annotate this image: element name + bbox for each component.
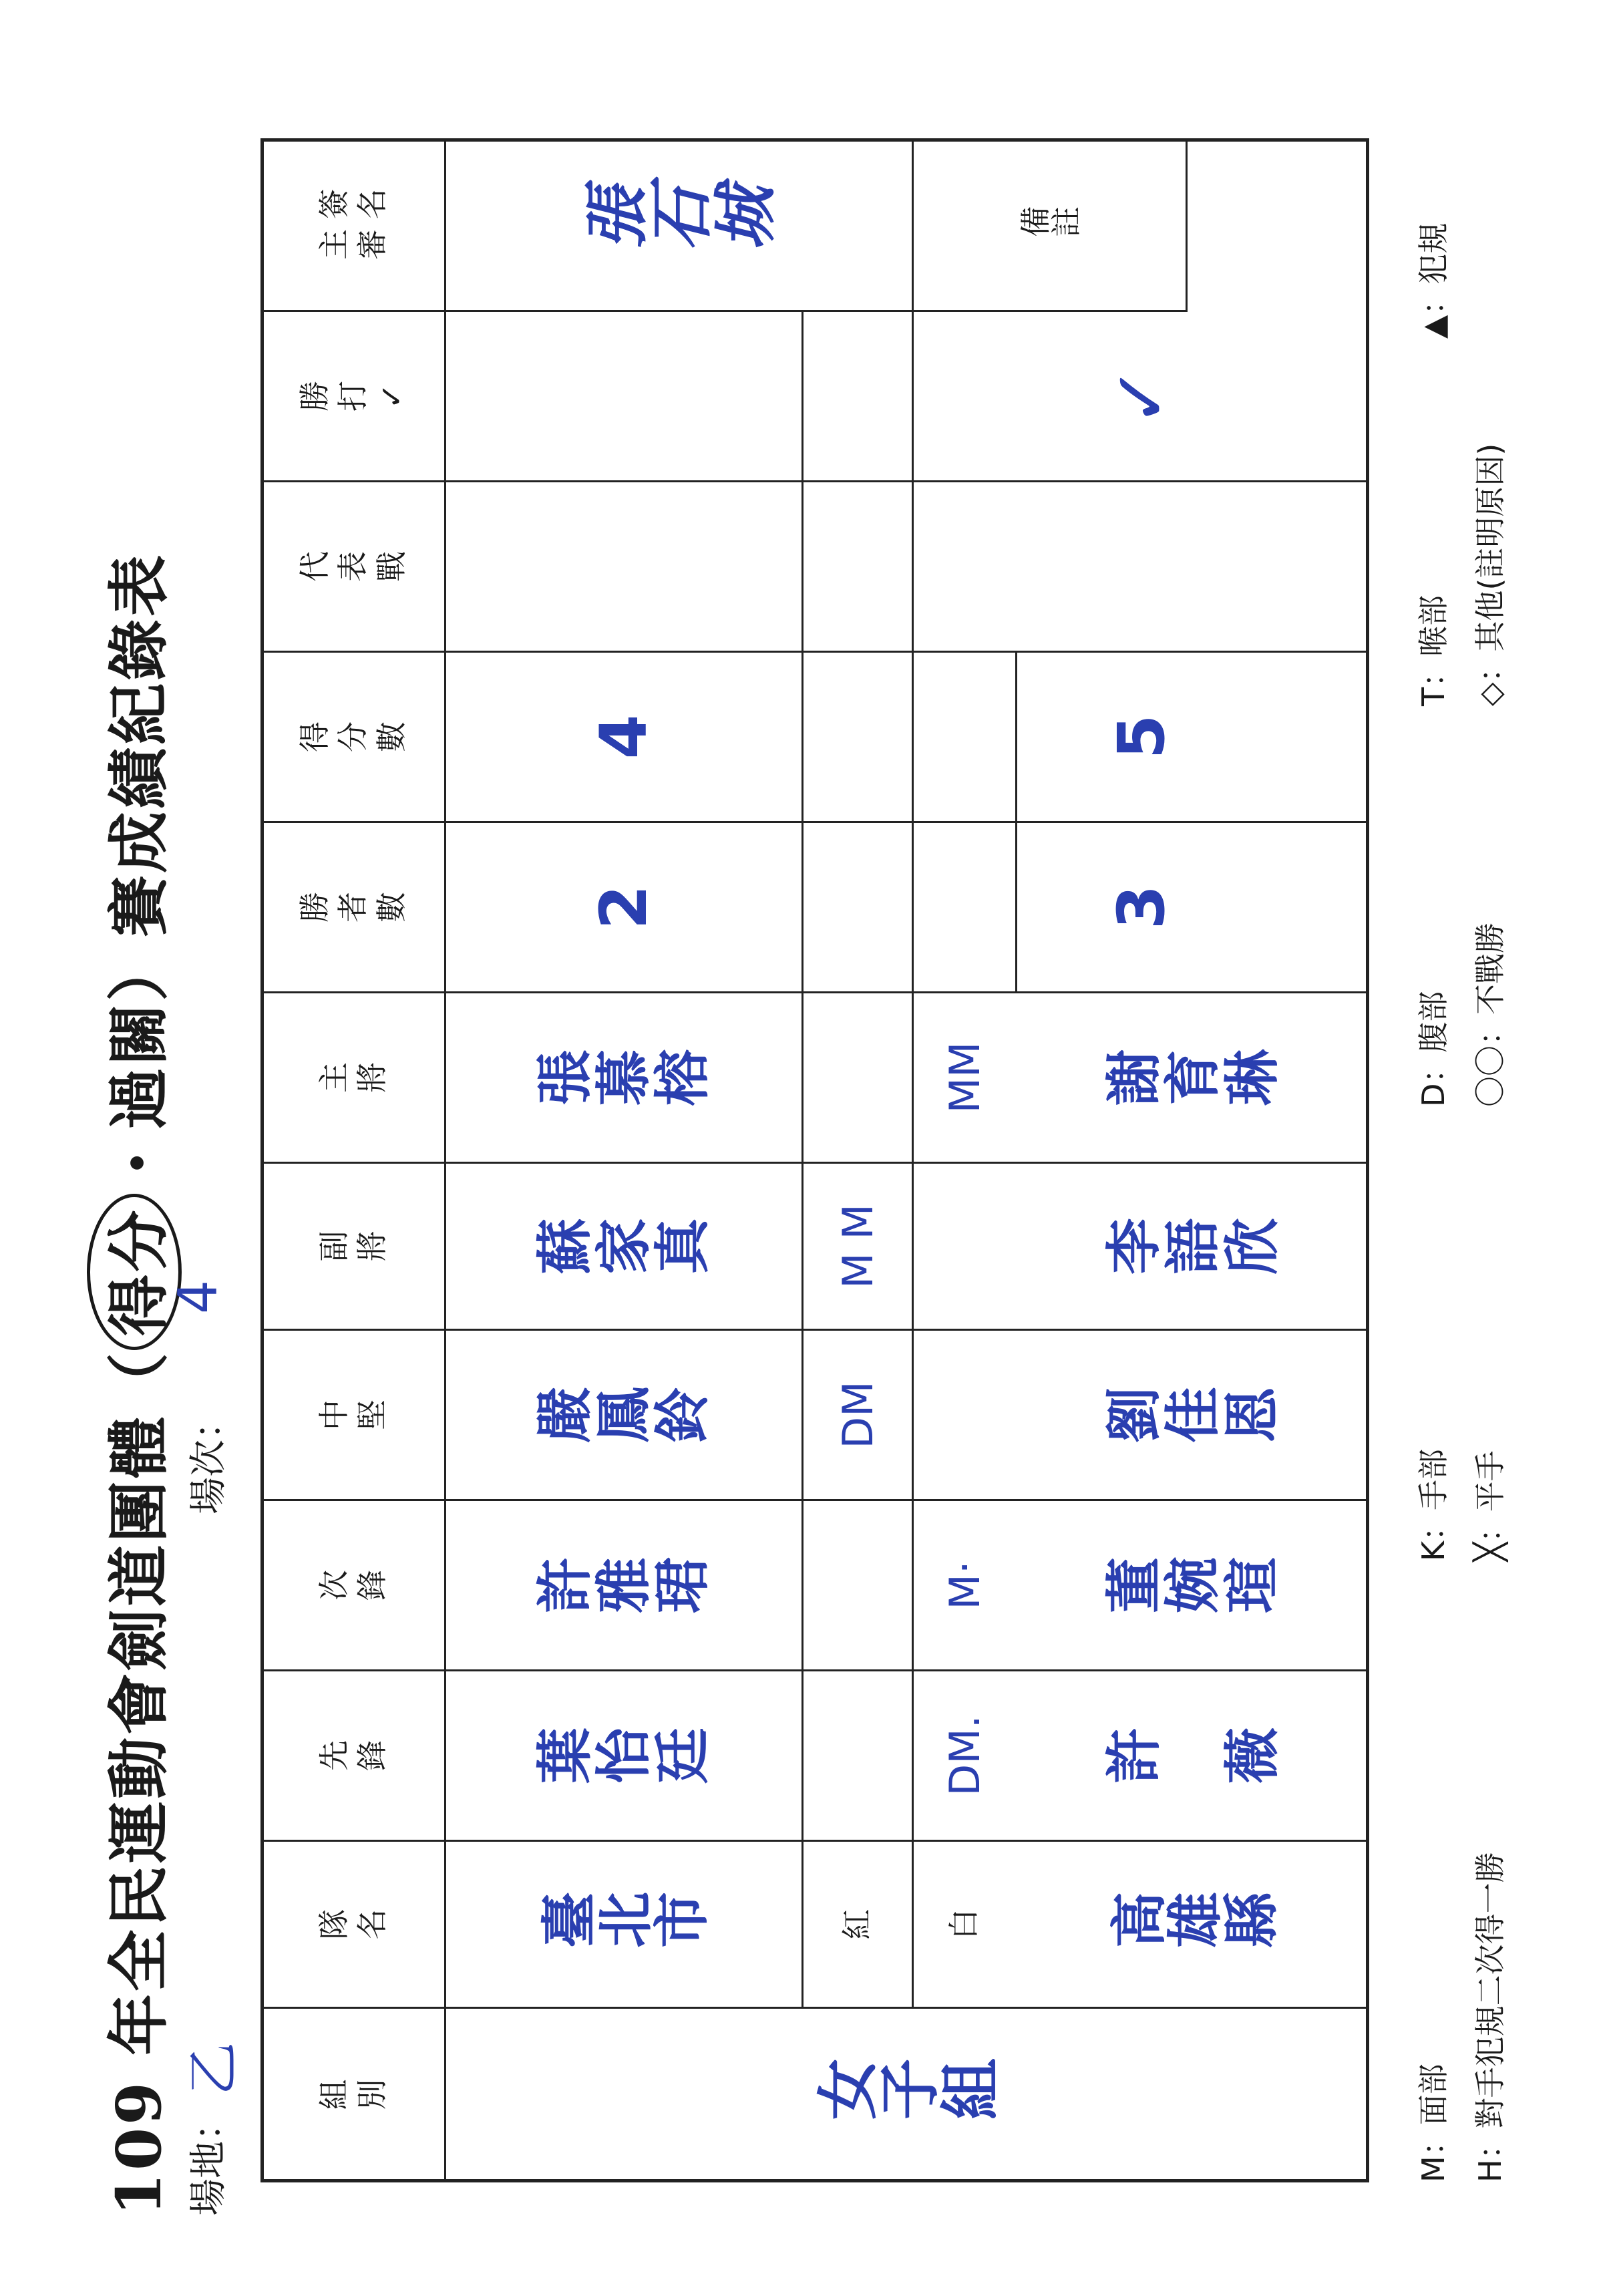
red-score-chuken: DM — [833, 1381, 882, 1449]
round-value: 4 — [167, 1280, 229, 1314]
white-representative — [803, 482, 1369, 651]
white-score-chuken — [914, 1331, 1015, 1499]
legend-hansoku: H：對手犯規二次得一勝 — [1472, 1852, 1508, 2182]
header-winner: 勝 打 ✓ — [296, 381, 409, 412]
remarks-value — [1188, 138, 1369, 310]
header-jiho: 次 鋒 — [315, 1570, 390, 1601]
red-winner — [446, 312, 912, 480]
legend-draw: ╳：平手 — [1472, 1450, 1508, 1561]
header-representative: 代 表 戰 — [296, 551, 409, 582]
red-score-taisho — [803, 993, 912, 1162]
red-representative — [446, 482, 801, 651]
red-score-fukusho: M M — [833, 1204, 882, 1289]
venue-value: 乙 — [182, 2042, 244, 2096]
red-wins: 2 — [586, 884, 661, 930]
round-label: 場次： — [187, 1402, 230, 1514]
legend-other: ◇：其他(註明原因) — [1472, 443, 1508, 706]
red-score-jiho — [803, 1501, 912, 1669]
red-team-name: 臺北市 — [540, 1891, 708, 1957]
white-player-jiho: 董 婉 瑄 — [1101, 1557, 1285, 1614]
white-winner-check: ✓ — [1098, 365, 1184, 428]
header-fukusho: 副 將 — [315, 1231, 390, 1262]
header-wins: 勝 者 數 — [296, 892, 409, 923]
white-player-senpo: 許 薇 — [1101, 1728, 1285, 1784]
header-taisho: 主 將 — [315, 1062, 390, 1093]
white-wins: 3 — [1103, 884, 1179, 930]
white-score-jiho: M· — [940, 1561, 989, 1610]
white-player-taisho: 謝 育 琳 — [1101, 1049, 1285, 1106]
white-score-fukusho — [914, 1164, 1015, 1329]
white-score-taisho: MM — [940, 1041, 989, 1114]
referee-signature: 張石城 — [582, 186, 775, 262]
venue-label: 場地： — [187, 2104, 230, 2216]
header-chuken: 中 堅 — [315, 1400, 390, 1430]
white-score-senpo: DM. — [940, 1715, 989, 1796]
red-player-jiho: 許 雅 珺 — [532, 1557, 716, 1614]
red-player-fukusho: 蘇 家 真 — [532, 1218, 716, 1275]
title-prefix: 109 年全民運動會劍道團體（ — [103, 1349, 175, 2216]
white-team-name: 高雄縣 — [1109, 1891, 1278, 1957]
red-player-senpo: 葉 怡 廷 — [532, 1728, 716, 1784]
header-signature: 主 簽 審 名 — [315, 188, 390, 260]
header-senpo: 先 鋒 — [315, 1740, 390, 1771]
legend-foul: ▲：犯規 — [1415, 222, 1451, 339]
title-suffix: ・過關）賽成績紀錄表 — [103, 552, 175, 1194]
header-group: 組 別 — [315, 2079, 390, 2110]
legend-kote: K：手部 — [1415, 1448, 1451, 1561]
legend-fusensho: 〇〇：不戰勝 — [1472, 923, 1508, 1107]
red-points: 4 — [586, 714, 661, 760]
legend-tsuki: T：喉部 — [1415, 595, 1451, 706]
header-points: 得 分 數 — [296, 721, 409, 752]
red-side-label: 紅 — [839, 1909, 876, 1940]
group-value: 女子組 — [816, 2058, 1000, 2130]
white-side-label: 白 — [946, 1909, 982, 1940]
legend-do: D：腹部 — [1415, 991, 1451, 1107]
red-player-chuken: 嚴 鳳 鈴 — [532, 1387, 716, 1444]
red-player-taisho: 張 慕 榕 — [532, 1049, 716, 1106]
white-player-fukusho: 李 語 欣 — [1101, 1218, 1285, 1275]
red-score-senpo — [803, 1671, 912, 1840]
white-points: 5 — [1103, 714, 1179, 760]
legend-men: M：面部 — [1415, 2064, 1451, 2182]
sheet-title — [87, 552, 182, 2216]
remarks-label: 備註 — [1019, 205, 1081, 242]
header-team: 隊 名 — [315, 1909, 390, 1940]
white-player-chuken: 劉 佳 恩 — [1101, 1387, 1285, 1444]
title-circled-option: 得分 — [87, 1194, 182, 1350]
